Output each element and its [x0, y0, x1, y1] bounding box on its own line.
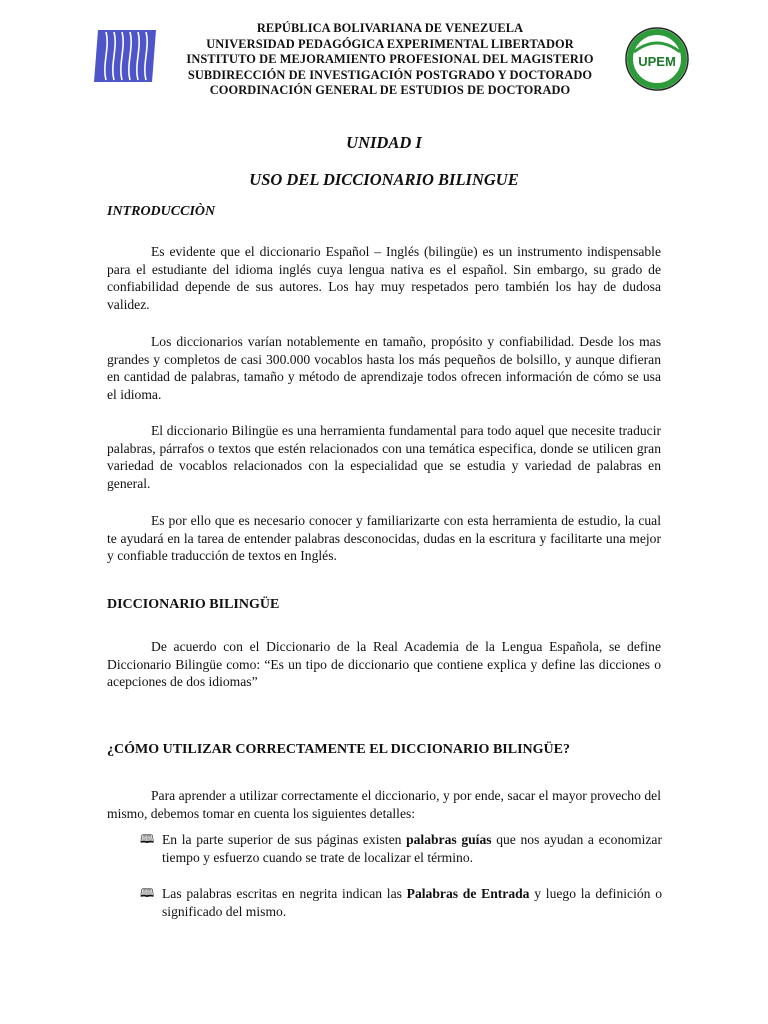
- definition-heading: DICCIONARIO BILINGÜE: [107, 597, 280, 612]
- intro-paragraph-1: Es evidente que el diccionario Español – Inglés (bilingüe) es un instrumento indispensable para el estudiante del idioma inglés cuya lengua nativa es el español. Sin embargo, su grado de confiabilidad depende de sus autores. Los hay muy respetados pero también los hay de dudosa validez.: [107, 244, 661, 312]
- intro-heading: INTRODUCCIÒN: [107, 204, 216, 219]
- header-line-4: SUBDIRECCIÓN DE INVESTIGACIÓN POSTGRADO Y DOCTORADO: [187, 67, 593, 82]
- usage-paragraph: Para aprender a utilizar correctamente el diccionario, y por ende, sacar el mayor provecho del mismo, debemos tomar en cuenta los siguientes detalles:: [107, 788, 661, 821]
- header-line-3: INSTITUTO DE MEJORAMIENTO PROFESIONAL DEL MAGISTERIO: [186, 52, 594, 67]
- usage-heading: ¿CÓMO UTILIZAR CORRECTAMENTE EL DICCIONARIO BILINGÜE?: [107, 742, 570, 757]
- institution-header: [170, 21, 610, 99]
- bullet-1-text-before: En la parte superior de sus páginas existen: [162, 832, 407, 847]
- university-logo-right: [624, 26, 690, 92]
- bullet-item-2: [140, 885, 662, 920]
- intro-paragraph-4: Es por ello que es necesario conocer y familiarizarte con esta herramienta de estudio, la cual te ayudará en la tarea de entender palabras desconocidas, dudas en la escritura y facilitarte una mejor y confiable traducción de textos en Inglés.: [107, 513, 661, 564]
- bullet-1-text-bold: palabras guías: [406, 832, 492, 847]
- logo-right-text: UPEM: [638, 54, 676, 69]
- bullet-1-text-after: que nos ayudan a economizar tiempo y esfuerzo cuando se trate de localizar el término.: [162, 832, 662, 865]
- header-line-2: UNIVERSIDAD PEDAGÓGICA EXPERIMENTAL LIBERTADOR: [206, 36, 574, 51]
- main-title: USO DEL DICCIONARIO BILINGUE: [249, 170, 519, 189]
- bullet-item-1: [140, 831, 662, 866]
- header-line-5: COORDINACIÓN GENERAL DE ESTUDIOS DE DOCTORADO: [209, 83, 571, 98]
- book-bullet-icon: 🕮: [140, 832, 155, 846]
- intro-paragraph-2: Los diccionarios varían notablemente en tamaño, propósito y confiabilidad. Desde los mas grandes y completos de casi 300.000 vocablos hasta los más pequeños de bolsillo, y aunque difieran en cantidad de palabras, tamaño y método de aprendizaje todos ofrecen información de cómo se usa el idioma.: [107, 334, 661, 402]
- university-logo-left: [94, 28, 158, 84]
- bullet-2-text-after: y luego la definición o significado del mismo.: [162, 886, 662, 919]
- intro-paragraph-3: El diccionario Bilingüe es una herramienta fundamental para todo aquel que necesite traducir palabras, párrafos o textos que estén relacionados con una temática especifica, donde se utilicen gran variedad de vocablos relacionados con la especialidad que se estudia y variedad de palabras en general.: [107, 423, 661, 491]
- book-bullet-icon: 🕮: [140, 886, 155, 900]
- unit-title: UNIDAD I: [346, 133, 422, 152]
- header-line-1: REPÚBLICA BOLIVARIANA DE VENEZUELA: [256, 21, 524, 35]
- bullet-2-text-before: Las palabras escritas en negrita indican las: [162, 886, 407, 901]
- definition-paragraph: De acuerdo con el Diccionario de la Real Academia de la Lengua Española, se define Diccionario Bilingüe como: “Es un tipo de diccionario que contiene explica y define las dicciones o acepciones de dos idiomas”: [107, 639, 661, 690]
- bullet-2-text-bold: Palabras de Entrada: [406, 886, 530, 901]
